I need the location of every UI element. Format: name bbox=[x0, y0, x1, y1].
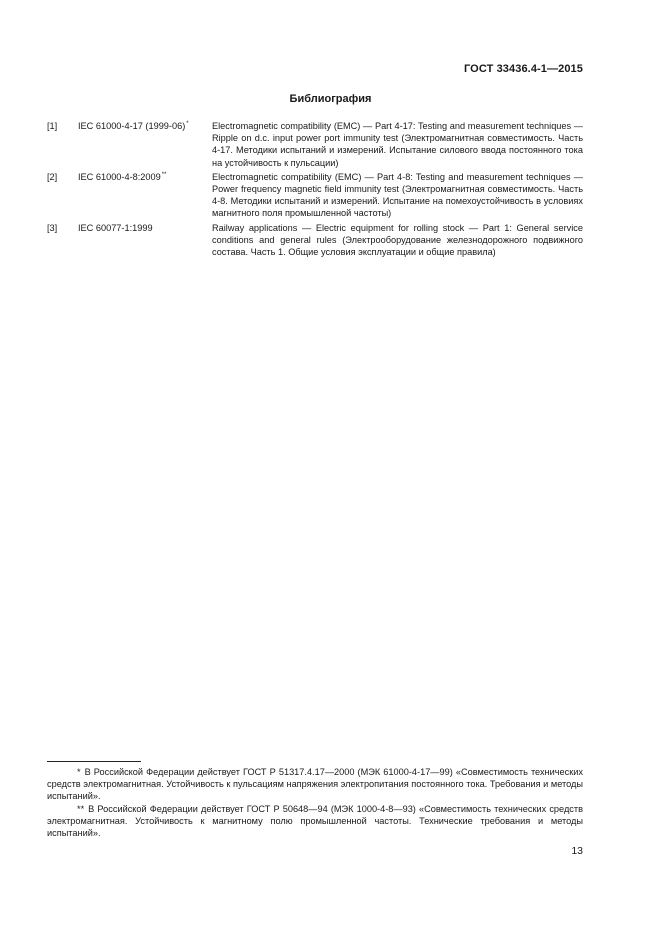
footnote-mark: ** bbox=[77, 804, 85, 814]
entry-code bbox=[78, 120, 208, 132]
bibliography-entry bbox=[47, 171, 583, 220]
bibliography-entry bbox=[47, 222, 583, 259]
entry-description: Railway applications — Electric equipment for rolling stock — Part 1: General service conditions and general rules (Электрооборудование железнодорожного подвижного состава. Часть 1. Общие условия эксплуатации и общие правила) bbox=[212, 222, 583, 258]
footnote-mark: * bbox=[77, 767, 81, 777]
entry-description: Electromagnetic compatibility (EMC) — Part 4-8: Testing and measurement techniques — Power frequency magnetic field immunity test (Электромагнитная совместимость. Часть 4-8. Методики испытаний и измерений. Испытание на помехоустойчивость в условиях магнитного поля промышленной частоты) bbox=[212, 171, 583, 219]
page-title: Библиография bbox=[289, 93, 372, 105]
entry-code bbox=[78, 171, 208, 183]
bibliography-entry bbox=[47, 120, 583, 169]
entry-code-text: IEC 61000-4-17 (1999-06) bbox=[78, 121, 186, 131]
footnotes bbox=[47, 766, 583, 840]
entry-code bbox=[78, 222, 208, 234]
footnote-mark: * bbox=[186, 121, 189, 127]
entry-number: [1] bbox=[47, 121, 58, 131]
entry-description: Electromagnetic compatibility (EMC) — Part 4-17: Testing and measurement techniques — Ripple on d.c. input power port immunity test (Электромагнитная совместимость. Часть 4-17. Методики испытаний и измерений. Испытание силового ввода постоянного тока на устойчивость к пульсации) bbox=[212, 121, 583, 168]
bibliography-list bbox=[47, 120, 583, 258]
standard-designation: ГОСТ 33436.4-1—2015 bbox=[463, 63, 583, 75]
footnote bbox=[47, 766, 583, 802]
footnote bbox=[47, 803, 583, 839]
footnote-divider bbox=[47, 761, 141, 762]
footnote-text: В Российской Федерации действует ГОСТ Р 50648—94 (МЭК 1000-4-8—93) «Совместимость технических средств электромагнитная. Устойчивость к магнитному полю промышленной частоты. Технические требования и методы испытаний». bbox=[47, 804, 583, 838]
entry-number: [3] bbox=[47, 222, 58, 233]
page-number: 13 bbox=[571, 845, 583, 857]
footnote-text: В Российской Федерации действует ГОСТ Р 51317.4.17—2000 (МЭК 61000-4-17—99) «Совместимость технических средств электромагнитная. Устойчивость к пульсациям напряжения электропитания постоянного тока. Требования и методы испытаний». bbox=[47, 767, 583, 801]
entry-number: [2] bbox=[47, 171, 58, 182]
entry-code-text: IEC 61000-4-8:2009 bbox=[78, 171, 161, 182]
footnote-mark: ** bbox=[161, 171, 167, 178]
entry-code-text: IEC 60077-1:1999 bbox=[78, 222, 153, 233]
